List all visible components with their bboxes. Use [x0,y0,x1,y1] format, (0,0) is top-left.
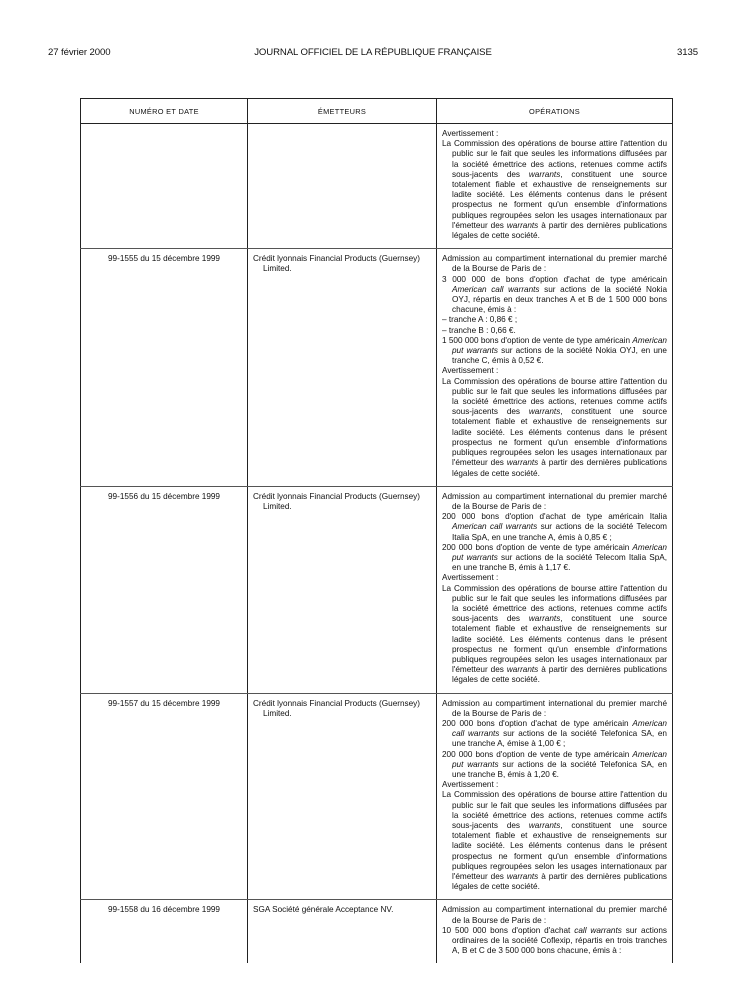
journal-title: JOURNAL OFFICIEL DE LA RÉPUBLIQUE FRANÇAISE [254,47,492,58]
table-row [81,124,673,249]
italic-term: warrants [528,614,561,624]
operations-cell [437,124,673,249]
issuer-cell [248,900,437,964]
operation-item: – tranche A : 0,86 € ; [442,315,518,325]
operation-item: 3 000 000 de bons d'option d'achat de type américain American call warrants sur actions de la société Nokia OYJ, répartis en deux tranches A et B de 1 500 000 bons chacune, émis à : [442,274,667,315]
operation-item: – tranche B : 0,66 €. [442,325,516,335]
table-row [81,693,673,900]
table-row [81,486,673,693]
page-number: 3135 [677,47,698,58]
issuer-cell [248,124,437,249]
table-body [81,124,673,964]
italic-term: warrants [506,872,539,882]
warning-title: Avertissement : [442,573,499,583]
warning-text: La Commission des opérations de bourse attire l'attention du public sur le fait que seules les informations diffusées par la société émettrice des actions, retenues comme actifs sous-jacents des warrants, constituent une source totalement fiable et exhaustive de renseignements sur ladite société. Les éléments contenus dans le présent prospectus ne forment qu'un ensemble d'informations publiques regroupées selon les usages internationaux par l'émetteur des warrants à partir des dernières publications légales de cette société. [442,790,667,892]
issuer-cell [248,486,437,693]
operation-item: 200 000 bons d'option d'achat de type américain Italia American call warrants sur actions de la société Telecom Italia SpA, en une tranche A, émis à 0,85 € ; [442,512,668,542]
operation-item: 200 000 bons d'option de vente de type américain American put warrants sur actions de la société Telecom Italia SpA, en une tranche B, émis à 1,17 €. [442,542,667,573]
italic-term: warrants [528,169,561,179]
warning-text: La Commission des opérations de bourse attire l'attention du public sur le fait que seules les informations diffusées par la société émettrice des actions, retenues comme actifs sous-jacents des warrants, constituent une source totalement fiable et exhaustive de renseignements sur ladite société. Les éléments contenus dans le présent prospectus ne forment qu'un ensemble d'informations publiques regroupées selon les usages internationaux par l'émetteur des warrants à partir des dernières publications légales de cette société. [442,583,667,685]
number-date-cell: 99-1558 du 16 décembre 1999 [81,900,248,964]
italic-term: American put warrants [452,542,667,562]
table-header-row [81,99,673,124]
issuer-text: Crédit lyonnais Financial Products (Guernsey) Limited. [253,491,421,511]
operations-cell [437,486,673,693]
operation-intro: Admission au compartiment international du premier marché de la Bourse de Paris de : [442,905,667,925]
italic-term: American call warrants [452,718,667,739]
issuer-text: Crédit lyonnais Financial Products (Guernsey) Limited. [253,698,421,718]
italic-term: warrants [528,821,561,830]
warning-title: Avertissement : [442,129,499,138]
operations-cell [437,693,673,900]
column-header-issuers: ÉMETTEURS [248,99,437,124]
italic-term: warrants [506,458,539,468]
operation-item: 200 000 bons d'option de vente de type américain American put warrants sur actions de la société Telefonica SA, en une tranche B, émis à 1,20 €. [442,749,667,779]
italic-term: American call warrants [452,284,540,294]
operation-intro: Admission au compartiment international du premier marché de la Bourse de Paris de : [442,491,667,511]
italic-term: warrants [506,665,539,675]
issuer-text: Crédit lyonnais Financial Products (Guernsey) Limited. [253,254,421,274]
operation-item: 200 000 bons d'option d'achat de type américain American call warrants sur actions de la société Telefonica SA, en une tranche A, émise à 1,00 € ; [442,718,667,749]
italic-term: warrants [528,407,561,417]
italic-term: American put warrants [452,335,667,356]
number-date-cell: 99-1555 du 15 décembre 1999 [81,249,248,486]
operation-intro: Admission au compartiment international du premier marché de la Bourse de Paris de : [442,254,667,274]
number-date-cell: 99-1557 du 15 décembre 1999 [81,693,248,900]
operations-table [80,98,673,963]
operation-item: 1 500 000 bons d'option de vente de type américain American put warrants sur actions de la société Nokia OYJ, en une tranche C, émis à 0,52 €. [442,335,667,366]
operations-cell [437,249,673,486]
page-header [48,47,698,61]
issuer-cell [248,249,437,486]
issuer-cell [248,693,437,900]
operation-item: 10 500 000 bons d'option d'achat call warrants sur actions ordinaires de la société Coflexip, répartis en trois tranches A, B et C de 3 500 000 bons chacune, émis à : [442,925,667,956]
warning-title: Avertissement : [442,366,499,376]
number-date-cell: 99-1556 du 15 décembre 1999 [81,486,248,693]
italic-term: American put warrants [452,749,667,769]
issuer-text: SGA Société générale Acceptance NV. [253,905,394,915]
operations-cell [437,900,673,964]
italic-term: call warrants [574,925,622,935]
italic-term: warrants [506,220,539,230]
warning-text: La Commission des opérations de bourse attire l'attention du public sur le fait que seules les informations diffusées par la société émettrice des actions, retenues comme actifs sous-jacents des warrants, constituent une source totalement fiable et exhaustive de renseignements sur ladite société. Les éléments contenus dans le présent prospectus ne forment qu'un ensemble d'informations publiques regroupées selon les usages internationaux par l'émetteur des warrants à partir des dernières publications légales de cette société. [442,376,667,478]
warning-title: Avertissement : [442,780,499,790]
column-header-operations: OPÉRATIONS [437,99,673,124]
header-date: 27 février 2000 [48,47,111,58]
number-date-cell [81,124,248,249]
table-row [81,249,673,486]
warning-text: La Commission des opérations de bourse attire l'attention du public sur le fait que seules les informations diffusées par la société émettrice des actions, retenues comme actifs sous-jacents des warrants, constituent une source totalement fiable et exhaustive de renseignements sur ladite société. Les éléments contenus dans le présent prospectus ne forment qu'un ensemble d'informations publiques regroupées selon les usages internationaux par l'émetteur des warrants à partir des dernières publications légales de cette société. [442,139,667,241]
italic-term: American call warrants [452,522,538,532]
table-row [81,900,673,964]
column-header-number-date: NUMÉRO ET DATE [81,99,248,124]
operation-intro: Admission au compartiment international du premier marché de la Bourse de Paris de : [442,698,667,718]
